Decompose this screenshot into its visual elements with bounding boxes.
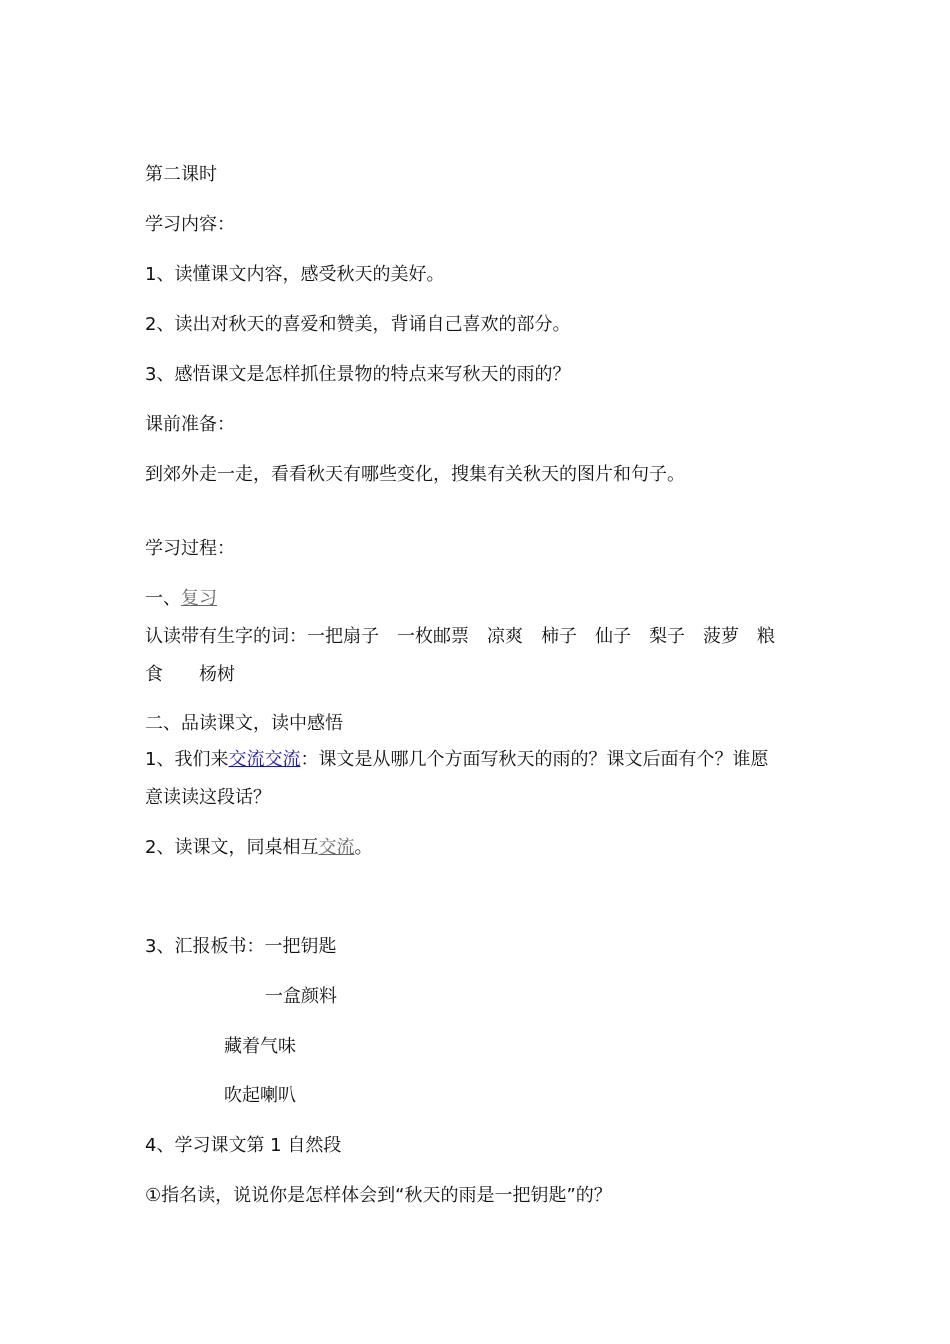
board-line-1: 一盒颜料 [265, 986, 337, 1007]
goal-3: 3、感悟课文是怎样抓住景物的特点来写秋天的雨的？ [145, 364, 571, 385]
item1-rest: ：课文是从哪几个方面写秋天的雨的？课文后面有个？谁愿 [300, 749, 769, 770]
board-line-2: 藏着气味 [224, 1036, 296, 1057]
review-link[interactable]: 复习 [181, 588, 217, 609]
item2-suffix: 。 [354, 837, 373, 858]
item3: 3、汇报板书：一把钥匙 [145, 936, 337, 957]
item2-prefix: 2、读课文，同桌相互 [145, 837, 319, 858]
exchange-link-2[interactable]: 交流 [318, 837, 355, 858]
process-heading: 学习过程： [145, 538, 235, 559]
exchange-link[interactable]: 交流交流 [228, 749, 301, 770]
section1-heading [145, 588, 217, 610]
vocab-words: 一把扇子 一枚邮票 凉爽 柿子 仙子 梨子 菠萝 粮 [307, 626, 775, 647]
vocab-line-1 [145, 626, 775, 648]
section2-heading: 二、品读课文，读中感悟 [145, 713, 343, 734]
prep-text: 到郊外走一走，看看秋天有哪些变化，搜集有关秋天的图片和句子。 [145, 464, 685, 485]
content-heading: 学习内容： [145, 214, 235, 235]
board-line-3: 吹起喇叭 [224, 1085, 296, 1106]
item1-line-1 [145, 749, 768, 771]
item1-line-2: 意读读这段话？ [145, 787, 271, 808]
vocab-lead: 认读带有生字的词： [145, 626, 307, 647]
section1-prefix: 一、 [145, 588, 181, 609]
item4: 4、学习课文第 1 自然段 [145, 1135, 342, 1156]
item2 [145, 837, 372, 859]
item1-prefix: 1、我们来 [145, 749, 229, 770]
sub-item-1: ①指名读，说说你是怎样体会到“秋天的雨是一把钥匙”的？ [145, 1185, 612, 1206]
goal-2: 2、读出对秋天的喜爱和赞美，背诵自己喜欢的部分。 [145, 314, 571, 335]
prep-heading: 课前准备： [145, 414, 235, 435]
vocab-line-2: 食 杨树 [145, 664, 235, 685]
lesson-title: 第二课时 [145, 164, 217, 185]
goal-1: 1、读懂课文内容，感受秋天的美好。 [145, 264, 445, 285]
